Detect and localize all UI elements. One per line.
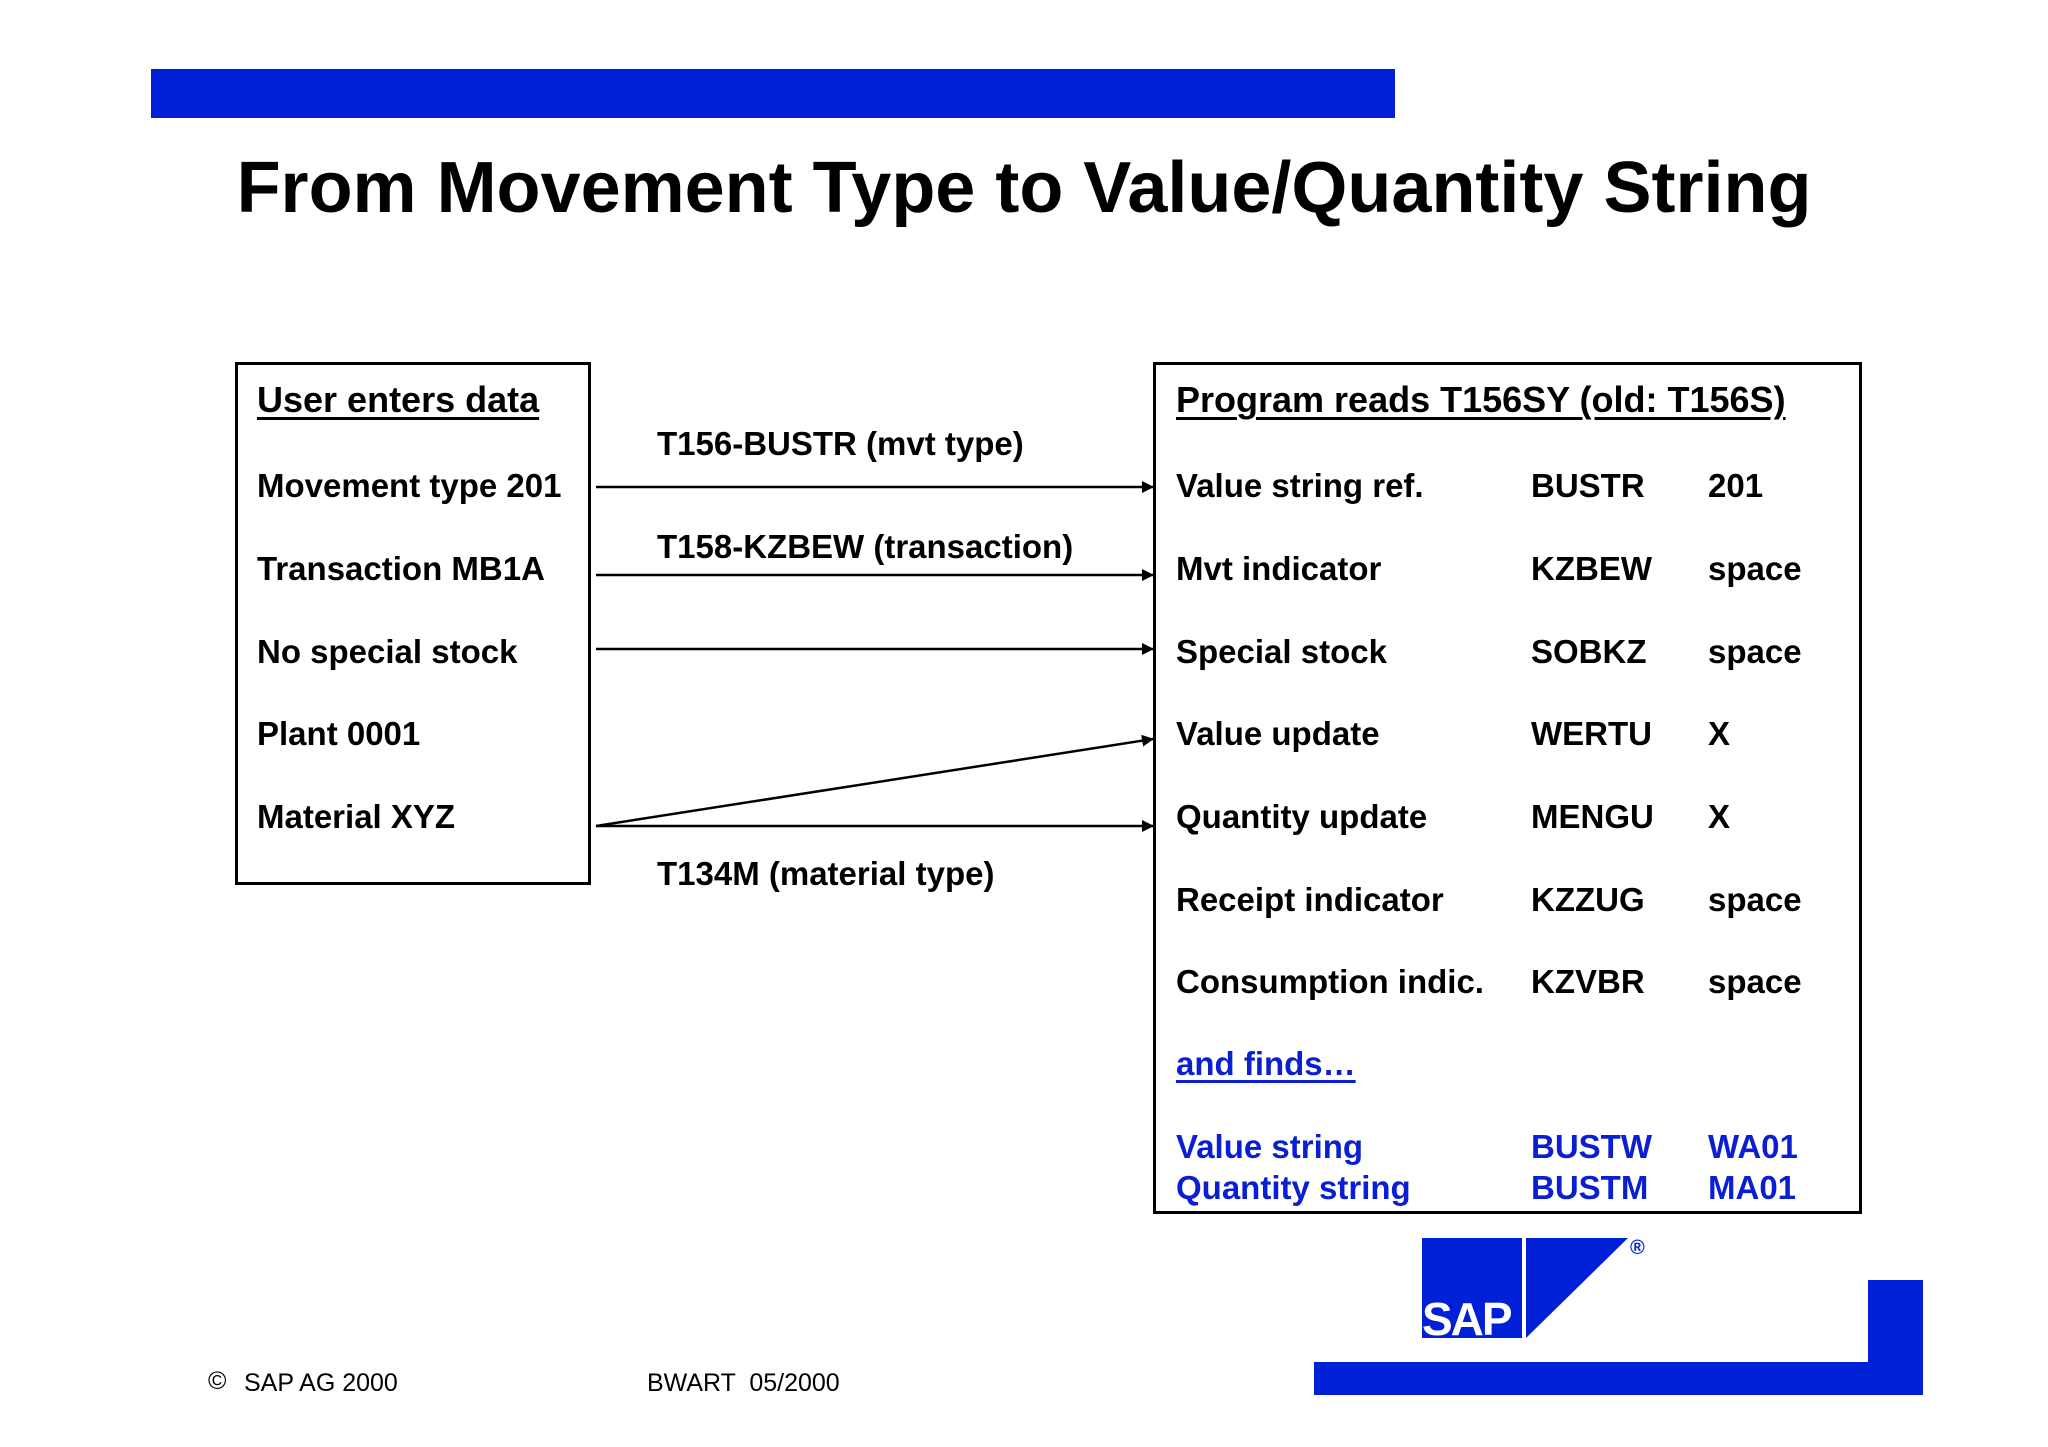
sap-logo-text: SAP — [1422, 1293, 1511, 1345]
row-field: KZBEW — [1531, 550, 1652, 587]
result-field: BUSTW — [1531, 1128, 1652, 1165]
bottom-accent-bar — [1314, 1362, 1923, 1395]
row-label: Consumption indic. — [1176, 963, 1484, 1000]
input-item-movement-type: Movement type 201 — [257, 467, 562, 504]
and-finds-label: and finds… — [1176, 1045, 1356, 1082]
row-label: Value string ref. — [1176, 467, 1424, 504]
arrow-value-update — [596, 739, 1153, 826]
footer-course: BWART 05/2000 — [647, 1369, 840, 1397]
arrow-label-mvt-type: T156-BUSTR (mvt type) — [657, 425, 1024, 462]
result-field: BUSTM — [1531, 1169, 1649, 1206]
row-value: space — [1708, 963, 1802, 1000]
row-value: X — [1708, 715, 1731, 752]
row-field: KZVBR — [1531, 963, 1645, 1000]
copyright-symbol: © — [208, 1367, 227, 1395]
arrow-label-material-type: T134M (material type) — [657, 855, 995, 892]
row-value: X — [1708, 798, 1731, 835]
input-item-material: Material XYZ — [257, 798, 456, 835]
result-label: Quantity string — [1176, 1169, 1411, 1206]
row-label: Quantity update — [1176, 798, 1428, 835]
sap-logo — [1418, 1232, 1658, 1357]
row-label: Value update — [1176, 715, 1380, 752]
row-label: Special stock — [1176, 633, 1387, 670]
bottom-accent-bar-vertical — [1868, 1280, 1923, 1395]
row-value: space — [1708, 881, 1802, 918]
user-input-heading: User enters data — [257, 379, 540, 420]
row-value: space — [1708, 550, 1802, 587]
row-field: SOBKZ — [1531, 633, 1647, 670]
input-item-special-stock: No special stock — [257, 633, 518, 670]
registered-mark: ® — [1630, 1237, 1645, 1259]
row-field: KZZUG — [1531, 881, 1645, 918]
row-field: BUSTR — [1531, 467, 1645, 504]
program-reads-heading: Program reads T156SY (old: T156S) — [1176, 379, 1786, 420]
row-value: space — [1708, 633, 1802, 670]
row-field: WERTU — [1531, 715, 1652, 752]
input-item-transaction: Transaction MB1A — [257, 550, 545, 587]
result-value: MA01 — [1708, 1169, 1797, 1206]
row-label: Receipt indicator — [1176, 881, 1444, 918]
footer-copyright: SAP AG 2000 — [244, 1369, 398, 1397]
result-label: Value string — [1176, 1128, 1364, 1165]
slide-title: From Movement Type to Value/Quantity String — [236, 148, 1812, 228]
row-label: Mvt indicator — [1176, 550, 1382, 587]
input-item-plant: Plant 0001 — [257, 715, 421, 752]
row-value: 201 — [1708, 467, 1764, 504]
row-field: MENGU — [1531, 798, 1654, 835]
arrow-label-transaction: T158-KZBEW (transaction) — [657, 528, 1074, 565]
result-value: WA01 — [1708, 1128, 1798, 1165]
